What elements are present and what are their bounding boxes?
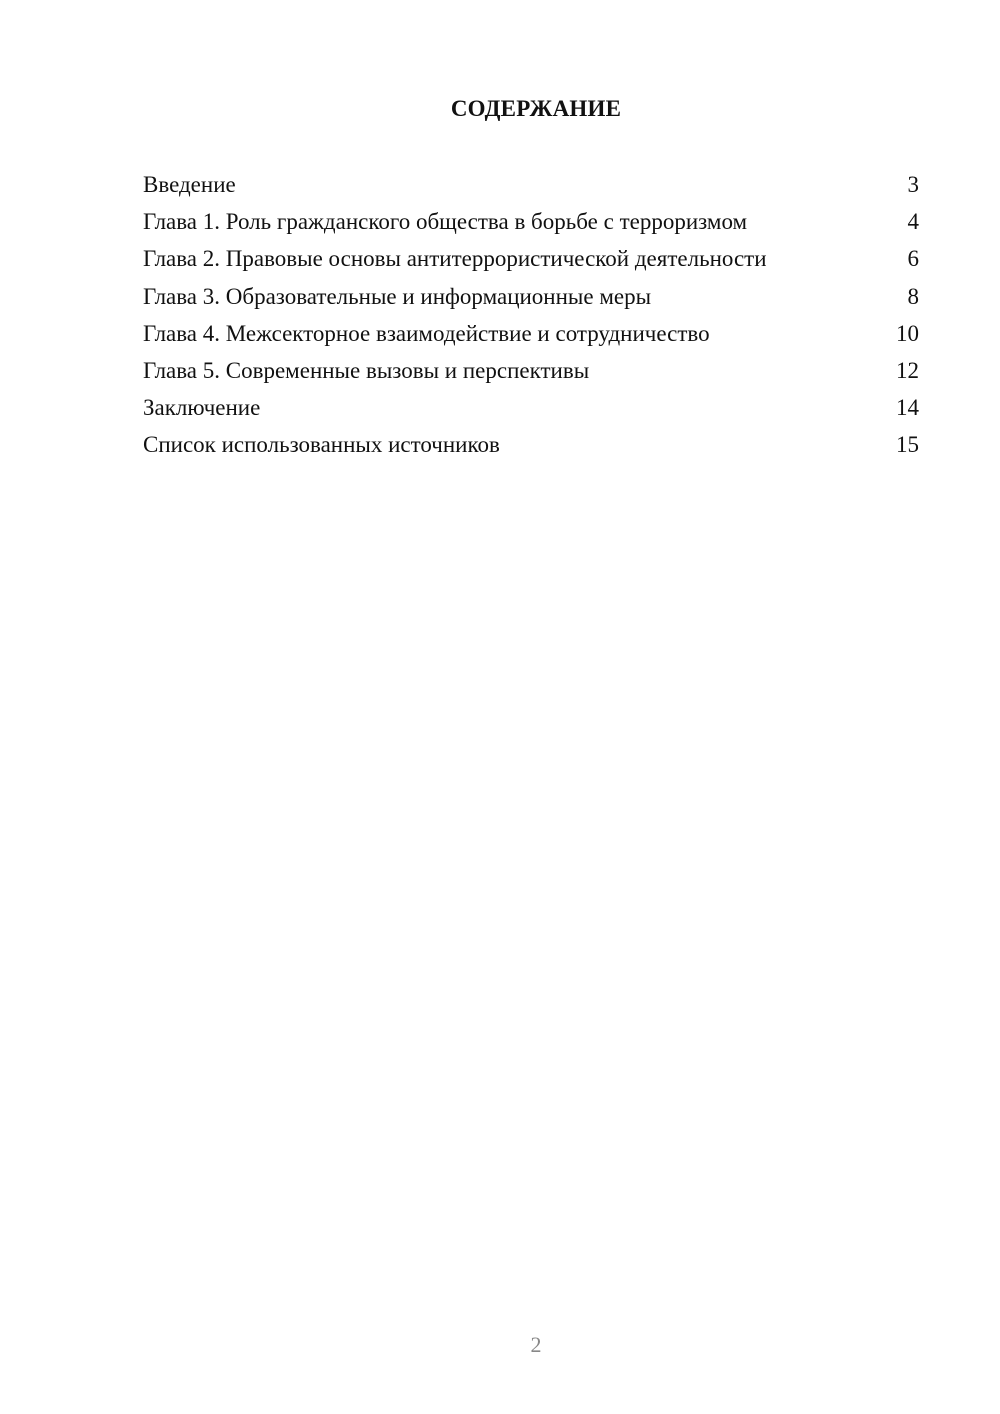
toc-entry-chapter-2 <box>143 240 919 277</box>
toc-entry-label: Глава 5. Современные вызовы и перспективы <box>143 357 590 383</box>
toc-entry-conclusion <box>143 389 919 426</box>
toc-entry-page: 10 <box>896 320 919 346</box>
toc-entry-references <box>143 426 919 463</box>
toc-entry-chapter-4 <box>143 315 919 352</box>
toc-entry-label: Список использованных источников <box>143 432 500 458</box>
toc-entry-page: 15 <box>896 432 919 458</box>
toc-entry-page: 4 <box>907 209 919 235</box>
toc-entry-chapter-1 <box>143 203 919 240</box>
toc-entry-label: Глава 2. Правовые основы антитеррористической деятельности <box>143 246 767 272</box>
toc-entry-label: Заключение <box>143 395 261 421</box>
toc-entry-chapter-5 <box>143 352 919 389</box>
toc-entry-page: 3 <box>907 172 919 197</box>
toc-entry-page: 8 <box>907 283 919 309</box>
toc-list <box>143 166 919 464</box>
toc-entry-label: Глава 1. Роль гражданского общества в борьбе с терроризмом <box>143 209 748 235</box>
toc-entry-label: Введение <box>143 172 236 197</box>
toc-entry-introduction <box>143 166 919 203</box>
toc-entry-chapter-3 <box>143 278 919 315</box>
toc-entry-label: Глава 3. Образовательные и информационные меры <box>143 283 652 309</box>
toc-entry-page: 12 <box>896 357 919 383</box>
page-number: 2 <box>530 1332 542 1357</box>
toc-entry-page: 14 <box>896 395 919 421</box>
toc-entry-label: Глава 4. Межсекторное взаимодействие и сотрудничество <box>143 320 710 346</box>
toc-title: СОДЕРЖАНИЕ <box>450 96 622 121</box>
toc-entry-page: 6 <box>907 246 919 272</box>
